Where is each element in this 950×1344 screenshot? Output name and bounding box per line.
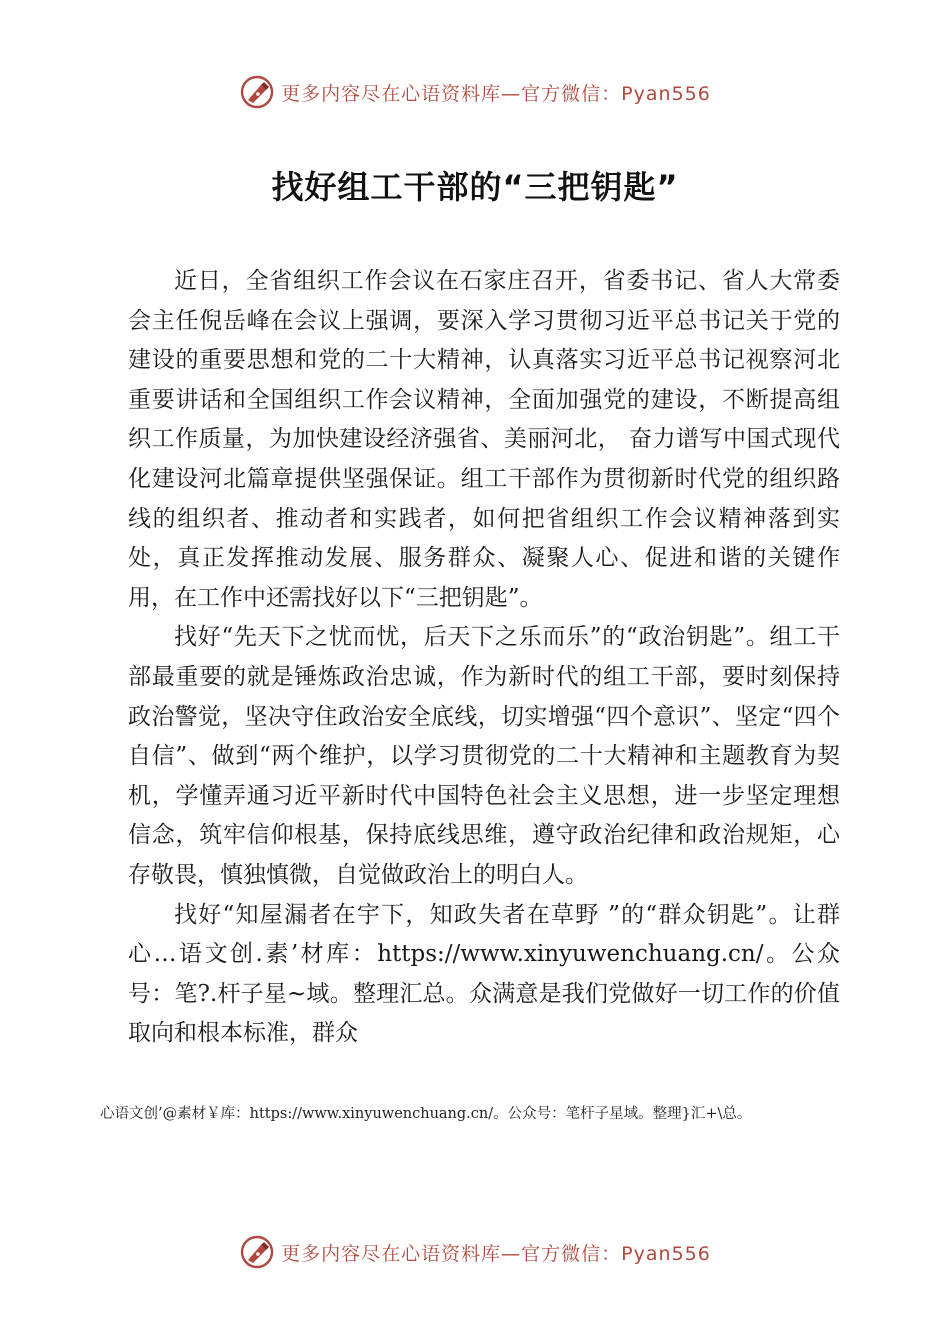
document-body <box>128 262 840 1054</box>
watermark-text: 更多内容尽在心语资料库—官方微信：Pyan556 <box>281 1242 711 1265</box>
pen-tip-logo-icon <box>239 1234 275 1270</box>
watermark-header <box>0 72 950 112</box>
document-title: 找好组工干部的“三把钥匙” <box>271 168 679 206</box>
paragraph-political-key: 找好“先天下之忧而忧，后天下之乐而乐”的“政治钥匙”。组工干部最重要的就是锤炼政治忠诚，作为新时代的组工干部，要时刻保持政治警觉，坚决守住政治安全底线，切实增强“四个意识”、坚定“四个自信”、做到“两个维护，以学习贯彻党的二十大精神和主题教育为契机，学懂弄通习近平新时代中国特色社会主义思想，进一步坚定理想信念，筑牢信仰根基，保持底线思维，遵守政治纪律和政治规矩，心存敬畏，慎独慎微，自觉做政治上的明白人。 <box>128 624 840 888</box>
pen-tip-logo-icon <box>239 74 275 110</box>
footer-note: 心语文创’@素材￥库：https://www.xinyuwenchuang.cn/。公众号：笔杆子星域。整理}汇+\总。 <box>100 1106 752 1122</box>
watermark-footer <box>0 1232 950 1272</box>
paragraph-intro: 近日，全省组织工作会议在石家庄召开，省委书记、省人大常委会主任倪岳峰在会议上强调，要深入学习贯彻习近平总书记关于党的建设的重要思想和党的二十大精神，认真落实习近平总书记视察河北重要讲话和全国组织工作会议精神，全面加强党的建设，不断提高组织工作质量，为加快建设经济强省、美丽河北， 奋力谱写中国式现代化建设河北篇章提供坚强保证。组工干部作为贯彻新时代党的组织路线的组织者、推动者和实践者，如何把省组织工作会议精神落到实处，真正发挥推动发展、服务群众、凝聚人心、促进和谐的关键作用，在工作中还需找好以下“三把钥匙”。 <box>128 268 840 611</box>
paragraph-masses-key: 找好“知屋漏者在宇下，知政失者在草野 ”的“群众钥匙”。让群心…语文创.素’材库：https://www.xinyuwenchuang.cn/。公众号：笔?.杆子星~域。整理汇总。众满意是我们党做好一切工作的价值取向和根本标准，群众 <box>128 901 840 1047</box>
watermark-text: 更多内容尽在心语资料库—官方微信：Pyan556 <box>281 82 711 105</box>
